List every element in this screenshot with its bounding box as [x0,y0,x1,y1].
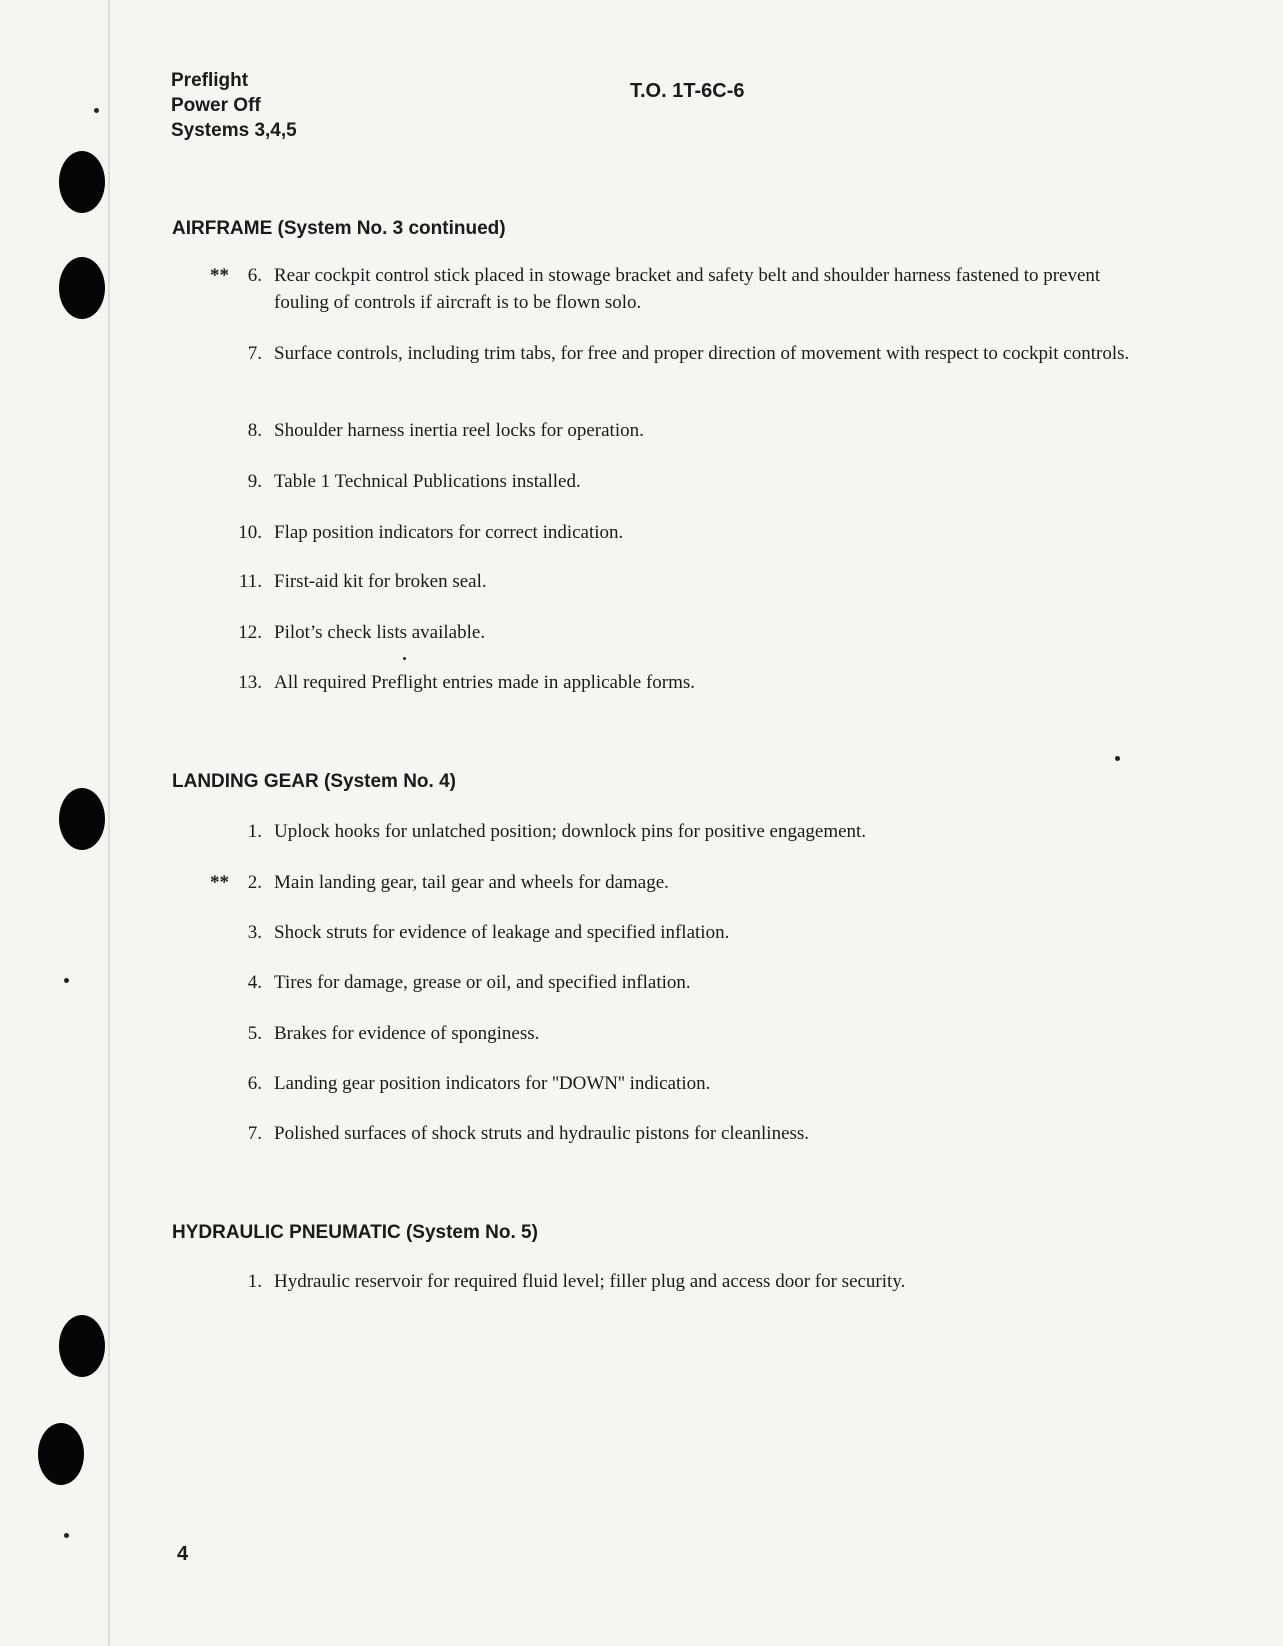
document-number: T.O. 1T-6C-6 [630,80,745,102]
speck [94,108,99,113]
header-line: Preflight [171,70,249,91]
item-number: 8. [247,420,262,441]
item-mark: ** [210,872,229,893]
section-title-landing-gear: LANDING GEAR (System No. 4) [172,771,456,792]
item-text: Surface controls, including trim tabs, for free and proper direction of movement with respect to cockpit controls. [274,343,1130,364]
item-text: Brakes for evidence of sponginess. [274,1023,540,1044]
item-number: 7. [247,1123,262,1144]
item-number: 11. [238,571,262,592]
item-number: 6. [247,265,262,286]
item-text: Polished surfaces of shock struts and hydraulic pistons for cleanliness. [274,1123,810,1144]
item-number: 1. [247,821,262,842]
item-number: 9. [247,471,262,492]
item-text: Table 1 Technical Publications installed. [274,471,581,492]
header-line: Systems 3,4,5 [171,120,297,141]
speck [403,657,406,660]
item-number: 1. [247,1271,262,1292]
binder-hole [59,151,105,213]
item-text: Landing gear position indicators for ''DOWN'' indication. [274,1073,711,1094]
item-number: 6. [247,1073,262,1094]
item-text: Tires for damage, grease or oil, and specified inflation. [274,972,691,993]
item-number: 12. [238,622,262,643]
page-number: 4 [177,1543,189,1565]
speck [1115,756,1120,761]
speck [64,1533,69,1538]
page-fold-line [108,0,110,1646]
item-text: First-aid kit for broken seal. [274,571,487,592]
item-text: Main landing gear, tail gear and wheels for damage. [274,872,669,893]
item-number: 2. [247,872,262,893]
item-mark: ** [210,265,229,286]
item-text: Hydraulic reservoir for required fluid level; filler plug and access door for security. [274,1271,906,1292]
binder-hole [38,1423,84,1485]
binder-hole [59,1315,105,1377]
item-number: 5. [247,1023,262,1044]
item-number: 10. [238,522,262,543]
binder-hole [59,257,105,319]
item-text: Shoulder harness inertia reel locks for operation. [274,420,644,441]
item-number: 4. [247,972,262,993]
item-text: Shock struts for evidence of leakage and specified inflation. [274,922,730,943]
section-title-hydraulic-pneumatic: HYDRAULIC PNEUMATIC (System No. 5) [172,1222,538,1243]
header-line: Power Off [171,95,261,116]
item-text: Uplock hooks for unlatched position; downlock pins for positive engagement. [274,821,867,842]
item-number: 3. [247,922,262,943]
item-text: All required Preflight entries made in applicable forms. [274,672,696,693]
binder-hole [59,788,105,850]
item-text: Rear cockpit control stick placed in stowage bracket and safety belt and shoulder harness fastened to prevent fouling of controls if aircraft is to be flown solo. [274,265,1101,313]
item-number: 7. [247,343,262,364]
item-text: Flap position indicators for correct indication. [274,522,624,543]
item-number: 13. [238,672,262,693]
section-title-airframe: AIRFRAME (System No. 3 continued) [172,218,506,239]
header-left [171,68,297,143]
item-text: Pilot’s check lists available. [274,622,486,643]
speck [64,978,69,983]
